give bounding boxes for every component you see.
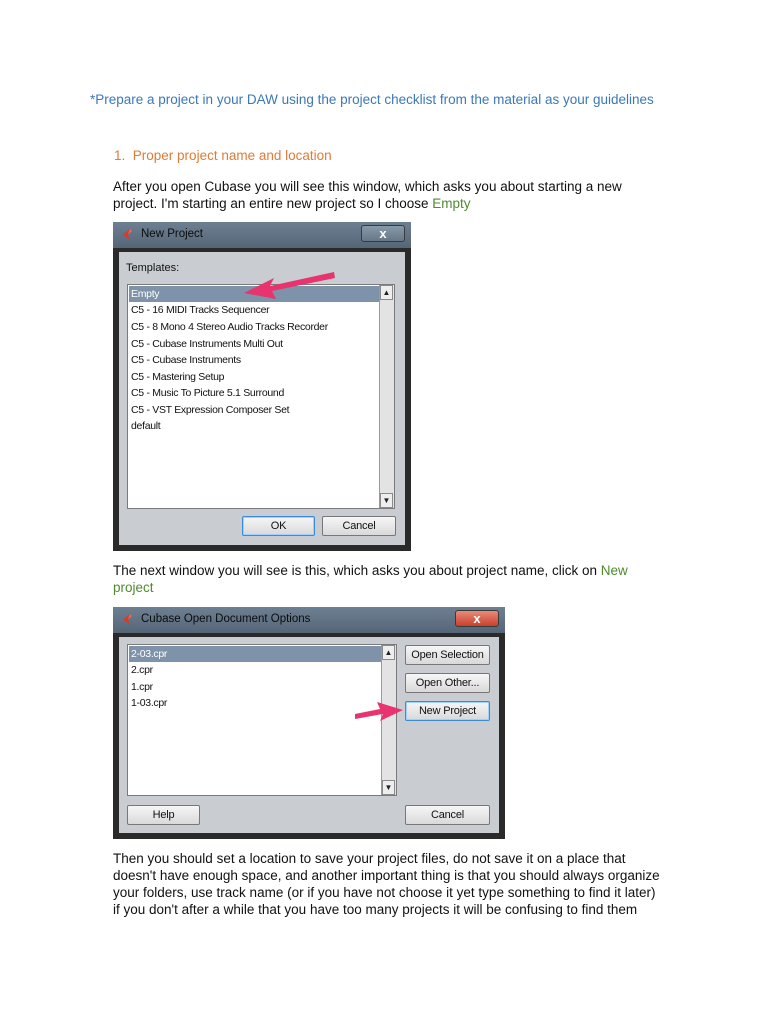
- paragraph-3-line: doesn't have enough space, and another important thing is that you should always organize: [113, 868, 660, 883]
- paragraph-1-line-2: [113, 195, 622, 212]
- pointer-arrow-icon: [353, 699, 405, 729]
- cancel-button[interactable]: Cancel: [405, 805, 490, 825]
- cubase-logo-icon: [121, 228, 134, 241]
- section-number: 1.: [114, 148, 126, 163]
- template-item[interactable]: C5 - 8 Mono 4 Stereo Audio Tracks Recorder: [131, 321, 328, 333]
- intro-note: *Prepare a project in your DAW using the project checklist from the material as your guidelines: [90, 92, 654, 107]
- paragraph-2: [113, 562, 628, 596]
- file-item[interactable]: 2.cpr: [131, 664, 153, 676]
- paragraph-3-line: if you don't after a while that you have too many projects it will be confusing to find them: [113, 902, 638, 917]
- templates-label: Templates:: [126, 262, 180, 274]
- template-item[interactable]: C5 - Cubase Instruments Multi Out: [131, 338, 283, 350]
- section-title: Proper project name and location: [132, 148, 332, 163]
- paragraph-1-line-1: After you open Cubase you will see this window, which asks you about starting a new: [113, 179, 622, 194]
- pointer-arrow-icon: [240, 266, 340, 306]
- dialog-body: [119, 637, 499, 833]
- highlight-project: project: [113, 580, 154, 595]
- close-icon: x: [379, 226, 387, 241]
- template-item[interactable]: Empty: [129, 286, 381, 302]
- templates-list[interactable]: [127, 284, 395, 509]
- close-icon: x: [473, 611, 481, 626]
- scroll-down-icon[interactable]: ▼: [380, 493, 393, 508]
- dialog-titlebar: [113, 222, 411, 248]
- scroll-down-icon[interactable]: ▼: [382, 780, 395, 795]
- paragraph-2-text: The next window you will see is this, which asks you about project name, click on: [113, 563, 597, 578]
- ok-button[interactable]: OK: [242, 516, 315, 536]
- template-item[interactable]: C5 - Music To Picture 5.1 Surround: [131, 387, 285, 399]
- paragraph-1-text: project. I'm starting an entire new project so I choose: [113, 196, 429, 211]
- template-item[interactable]: C5 - Mastering Setup: [131, 371, 225, 383]
- close-button[interactable]: [455, 610, 499, 627]
- open-document-dialog: [113, 607, 505, 839]
- paragraph-1: [113, 178, 622, 212]
- open-other-button[interactable]: Open Other...: [405, 673, 490, 693]
- scroll-up-icon[interactable]: ▲: [380, 285, 393, 300]
- template-item[interactable]: C5 - 16 MIDI Tracks Sequencer: [131, 304, 270, 316]
- cancel-button[interactable]: Cancel: [322, 516, 396, 536]
- section-heading: [114, 148, 332, 163]
- highlight-new: New: [600, 563, 628, 578]
- open-selection-button[interactable]: Open Selection: [405, 645, 490, 665]
- dialog-titlebar: [113, 607, 505, 633]
- template-item[interactable]: default: [131, 420, 161, 432]
- paragraph-3-line: your folders, use track name (or if you have not choose it yet type something to find it later): [113, 885, 656, 900]
- help-button[interactable]: Help: [127, 805, 200, 825]
- close-button[interactable]: [361, 225, 405, 242]
- dialog-title: New Project: [141, 228, 203, 240]
- file-item[interactable]: 1.cpr: [131, 681, 153, 693]
- highlight-empty: Empty: [432, 196, 471, 211]
- file-item[interactable]: 1-03.cpr: [131, 697, 168, 709]
- cubase-logo-icon: [121, 613, 134, 626]
- template-item[interactable]: C5 - VST Expression Composer Set: [131, 404, 290, 416]
- new-project-button[interactable]: New Project: [405, 701, 490, 721]
- template-item[interactable]: C5 - Cubase Instruments: [131, 354, 241, 366]
- file-item[interactable]: 2-03.cpr: [129, 646, 383, 662]
- scroll-up-icon[interactable]: ▲: [382, 645, 395, 660]
- paragraph-3: [113, 850, 660, 918]
- dialog-title: Cubase Open Document Options: [141, 613, 311, 625]
- paragraph-3-line: Then you should set a location to save your project files, do not save it on a place that: [113, 851, 626, 866]
- scrollbar[interactable]: [379, 285, 394, 508]
- paragraph-2-line-1: [113, 562, 628, 579]
